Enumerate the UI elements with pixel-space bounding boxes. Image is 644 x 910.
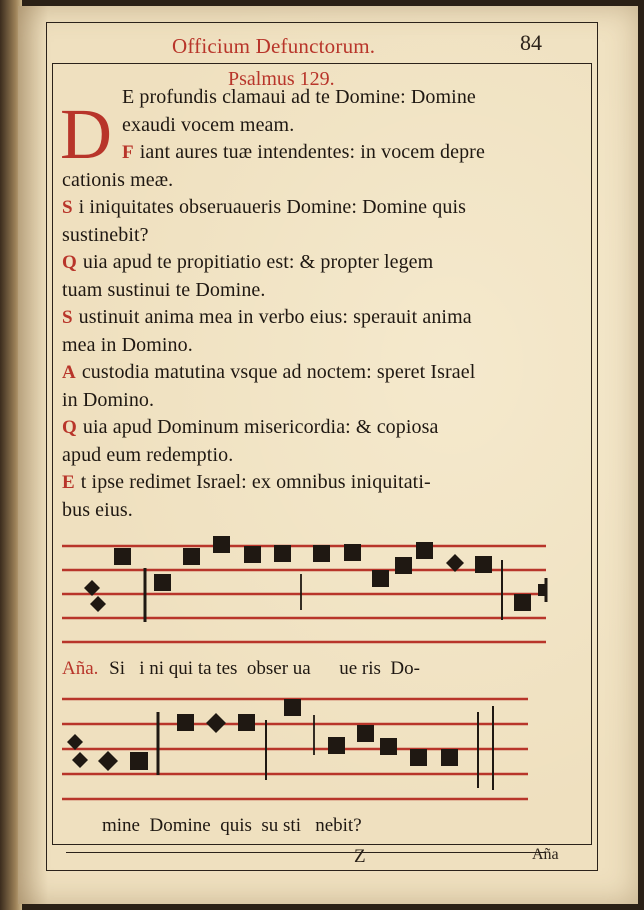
square-note bbox=[395, 557, 412, 574]
diamond-note bbox=[90, 596, 106, 612]
antiphon-lyrics-line-2 bbox=[102, 815, 362, 837]
verse-text: bus eius. bbox=[62, 498, 133, 521]
verse-text: custodia matutina vsque ad noctem: speret Israel bbox=[81, 361, 476, 383]
antiphon-label: Aña. bbox=[62, 658, 99, 679]
rubric-initial: E bbox=[62, 472, 75, 493]
signature-mark: Z bbox=[354, 846, 366, 867]
rubric-initial: A bbox=[62, 362, 76, 383]
verse-text: E profundis clamaui ad te Domine: Domine bbox=[122, 86, 476, 108]
staff-2 bbox=[62, 699, 528, 799]
square-note bbox=[213, 536, 230, 553]
verse-text: uia apud Dominum misericordia: & copiosa bbox=[82, 416, 439, 438]
square-note bbox=[183, 548, 200, 565]
square-note bbox=[154, 574, 171, 591]
square-note bbox=[238, 714, 255, 731]
square-note bbox=[114, 548, 131, 565]
catchword: Aña bbox=[532, 846, 559, 863]
antiphon-lyrics-text-2: mine Domine quis su sti nebit? bbox=[102, 815, 362, 836]
square-note bbox=[344, 544, 361, 561]
antiphon-lyrics-line-1 bbox=[62, 658, 420, 680]
running-header: Officium Defunctorum. bbox=[172, 34, 376, 58]
square-note bbox=[130, 752, 148, 770]
verse-text: sustinebit? bbox=[62, 223, 149, 246]
square-note bbox=[177, 714, 194, 731]
verse-text: cationis meæ. bbox=[62, 168, 174, 191]
verse-text: uia apud te propitiatio est: & propter legem bbox=[82, 251, 434, 273]
square-note bbox=[416, 542, 433, 559]
square-note bbox=[313, 545, 330, 562]
antiphon-lyrics-text-1: Si i ni qui ta tes obser ua ue ris Do- bbox=[109, 658, 420, 679]
rubric-initial: S bbox=[62, 307, 73, 328]
square-note bbox=[514, 594, 531, 611]
square-note bbox=[328, 737, 345, 754]
rubric-initial: F bbox=[122, 142, 134, 163]
square-note bbox=[357, 725, 374, 742]
verse-text: iant aures tuæ intendentes: in vocem depre bbox=[139, 141, 485, 163]
diamond-note bbox=[206, 713, 226, 733]
diamond-note bbox=[72, 752, 88, 768]
custos-note bbox=[538, 584, 547, 596]
diamond-note bbox=[98, 751, 118, 771]
page-number: 84 bbox=[520, 30, 542, 55]
verse-text: mea in Domino. bbox=[62, 333, 193, 356]
square-note bbox=[380, 738, 397, 755]
verse-text: t ipse redimet Israel: ex omnibus iniquitati- bbox=[80, 471, 431, 493]
verse-text: exaudi vocem meam. bbox=[122, 113, 295, 136]
verse-text: apud eum redemptio. bbox=[62, 443, 234, 466]
diamond-note bbox=[67, 734, 83, 750]
drop-cap: D bbox=[60, 94, 112, 174]
square-note bbox=[284, 699, 301, 716]
verse-text: i iniquitates obseruaueris Domine: Domine quis bbox=[78, 196, 466, 218]
square-note bbox=[244, 546, 261, 563]
square-note bbox=[372, 570, 389, 587]
footer-rule bbox=[66, 852, 546, 853]
psalm-title: Psalmus 129. bbox=[228, 68, 335, 90]
square-note bbox=[441, 749, 458, 766]
rubric-initial: S bbox=[62, 197, 73, 218]
rubric-initial: Q bbox=[62, 417, 77, 438]
verse-text: ustinuit anima mea in verbo eius: sperauit anima bbox=[78, 306, 472, 328]
verse-text: in Domino. bbox=[62, 388, 155, 411]
square-note bbox=[274, 545, 291, 562]
verse-text: tuam sustinui te Domine. bbox=[62, 278, 266, 301]
rubric-initial: Q bbox=[62, 252, 77, 273]
square-note bbox=[410, 749, 427, 766]
staff-1 bbox=[62, 536, 547, 642]
square-note bbox=[475, 556, 492, 573]
